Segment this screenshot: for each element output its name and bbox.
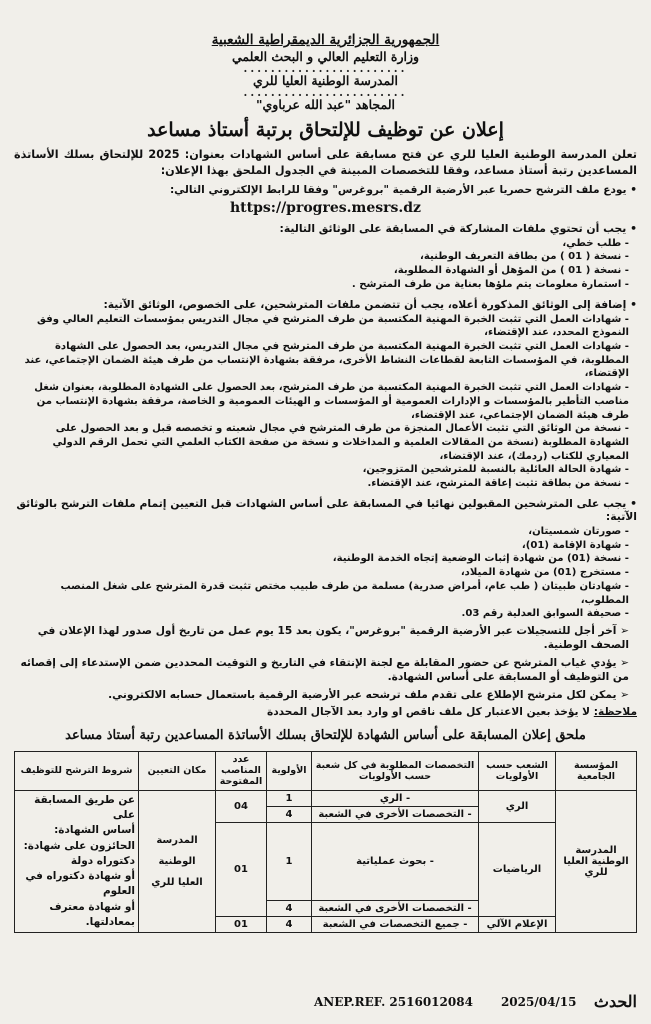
- conditions-cell: [15, 790, 139, 932]
- col-branch: الشعب حسب الأولويات: [479, 751, 556, 790]
- place-line: المدرسة: [156, 834, 198, 846]
- page-title: إعلان عن توظيف للإلتحاق برتبة أستاذ مساعد: [147, 119, 504, 142]
- list-item: - شهادات العمل التي تثبت الخبرة المهنية المكتسبة من طرف المترشح في مجال التدريس، بعد الحصول على الشهادة المطلوبة، في المؤسسات التابعة لقطاعات النشاط الأخرى، مرفقة بشهادة الإنتساب من طرف هيئة الضمان الإجتماعي، عند الإقتضاء،: [24, 341, 629, 380]
- dotted-line: ........................: [243, 86, 408, 100]
- newspaper-logo: الحدث: [593, 992, 637, 1011]
- col-posts: عدد المناصب المفتوحة: [216, 751, 267, 790]
- list-item: - نسخة ( 01 ) من المؤهل أو الشهادة المطلوبة،: [393, 265, 629, 277]
- note-label: ملاحظة:: [593, 705, 637, 718]
- annex-title: ملحق إعلان المسابقة على أساس الشهادة للإلتحاق بسلك الأساتذة المساعدين رتبة أستاذ مساعد: [65, 727, 586, 743]
- condition-line: الحائزون على شهادة:: [23, 839, 135, 852]
- ministry-name: وزارة التعليم العالي و البحث العلمي: [231, 49, 420, 65]
- specialty-cell: - التخصصات الأخرى في الشعبة: [312, 900, 479, 916]
- posts-cell: 01: [216, 916, 267, 932]
- priority-cell: 4: [267, 806, 312, 822]
- publication-date: 2025/04/15: [500, 994, 577, 1009]
- section2-list: [14, 313, 637, 491]
- place-cell: [139, 790, 216, 932]
- branch-cell: الإعلام الآلي: [479, 916, 556, 932]
- footer: [14, 992, 637, 1011]
- condition-line: عن طريق المسابقة على: [34, 793, 135, 822]
- list-item: - شهادات العمل التي تثبت الخبرة المهنية المكتسبة من طرف المترشح في مجال التدريس بمؤسسات التعليم العالي وفق النموذج المحدد، عند الإقتضاء،: [37, 313, 629, 339]
- table-header-row: [15, 751, 637, 790]
- intro-paragraph: تعلن المدرسة الوطنية العليا للري عن فتح مسابقة على أساس الشهادات بعنوان: 2025 للإلتحاق بسلك الأساتذة المساعدين رتبة أستاذ مساعد، وفقا للتخصصات المبينة في الجدول الملحق بهذا الإعلان:: [14, 148, 638, 177]
- specialty-cell: - التخصصات الأخرى في الشعبة: [312, 806, 479, 822]
- deposit-instruction: • يودع ملف الترشح حصريا عبر الأرضية الرقمية "بروغرس" وفقا للرابط الإلكتروني التالي:: [169, 183, 637, 196]
- condition-line: أو شهادة معترف بمعادلتها.: [49, 900, 135, 928]
- important-notes: [14, 624, 637, 702]
- place-line: الوطنية: [158, 855, 196, 867]
- table-row: [15, 790, 637, 806]
- list-item: - شهادات العمل التي تثبت الخبرة المهنية المكتسبة من طرف المترشح، بعد الحصول على الشهادة المطلوبة، بعنوان شغل مناصب التأطير بالمؤسسات و الإدارات العمومية أو المؤسسات و الهيئات العمومية و الخاصة، مرفقة بشهادة الإنتساب من طرف هيئة الضمان الإجتماعي، عند الإقتضاء،: [34, 382, 629, 421]
- anep-reference: ANEP.REF. 2516012084: [314, 994, 473, 1009]
- col-place: مكان التعيين: [139, 751, 216, 790]
- list-item: - شهادة الحالة العائلية بالنسبة للمترشحين المتزوجين،: [362, 464, 629, 476]
- col-specialty: التخصصات المطلوبة في كل شعبة حسب الأولويات: [312, 751, 479, 790]
- section1-heading: • يجب أن تحتوي ملفات المشاركة في المسابقة على الوثائق التالية:: [279, 221, 637, 235]
- branch-cell: الرياضيات: [479, 822, 556, 916]
- col-priority: الأولوية: [267, 751, 312, 790]
- condition-line: دكتوراه دولة: [70, 854, 135, 867]
- branch-cell: الري: [479, 790, 556, 822]
- note: [14, 706, 637, 718]
- list-item: - نسخة من الوثائق التي تثبت الأعمال المنجزة من طرف المترشح في مجال شعبته و تخصصه قبل و بعد الحصول على الشهادة المطلوبة (نسخة من المقالات العلمية و المداخلات و نسخة من صفحة الكتاب العلمي التي تحمل الرقم الدولي المعياري للكتاب (ردمك)، عند الإقتضاء،: [52, 423, 629, 462]
- school-dedication: المجاهد "عبد الله عرباوي": [256, 97, 395, 113]
- condition-line: أساس الشهادة:: [54, 824, 135, 837]
- section1-list: [14, 237, 637, 292]
- list-item: - شهادة الإقامة (01)،: [521, 539, 629, 551]
- posts-table: [14, 751, 637, 933]
- priority-cell: 1: [267, 790, 312, 806]
- list-item: - استمارة معلومات يتم ملؤها بعناية من طرف المترشح .: [351, 278, 629, 290]
- posts-cell: 04: [216, 790, 267, 822]
- section2-heading: • إضافة إلى الوثائق المذكورة أعلاه، يجب أن تتضمن ملفات المترشحين، على الخصوص، الوثائق الآتية:: [103, 297, 637, 311]
- progres-url[interactable]: https://progres.mesrs.dz: [230, 199, 421, 216]
- note-text: لا يؤخذ بعين الاعتبار كل ملف ناقص او وارد بعد الآجال المحددة: [266, 705, 591, 718]
- institution-cell: المدرسة الوطنية العليا للري: [556, 790, 637, 932]
- list-item: ➢ آخر أجل للتسجيلات عبر الأرضية الرقمية "بروغرس"، يكون بعد 15 يوم عمل من تاريخ أول صدور لهذا الإعلان في الصحف الوطنية.: [14, 624, 629, 653]
- priority-cell: 4: [267, 900, 312, 916]
- priority-cell: 4: [267, 916, 312, 932]
- list-item: - نسخة ( 01 ) من بطاقة التعريف الوطنية،: [420, 251, 629, 263]
- school-name: المدرسة الوطنية العليا للري: [253, 73, 398, 89]
- col-conditions: شروط الترشح للتوظيف: [15, 751, 139, 790]
- list-item: ➢ يؤدي غياب المترشح عن حضور المقابلة مع لجنة الإنتقاء في التاريخ و التوقيت المحددين ضمن الإستدعاء إلى إقصائه من التوظيف أو المسابقة على أساس الشهادة.: [14, 656, 629, 685]
- list-item: - نسخة (01) من شهادة إثبات الوضعية إتجاه الخدمة الوطنية،: [332, 553, 629, 565]
- list-item: - شهادتان طبيتان ( طب عام، أمراض صدرية) مسلمة من طرف طبيب مختص تثبت قدرة المترشح على شغل المنصب المطلوب،: [60, 580, 629, 606]
- dotted-line: ........................: [243, 62, 408, 76]
- specialty-cell: - بحوث عملياتية: [312, 822, 479, 900]
- specialty-cell: - الري: [312, 790, 479, 806]
- letterhead: [14, 32, 637, 113]
- priority-cell: 1: [267, 822, 312, 900]
- list-item: - صورتان شمسيتان،: [528, 525, 629, 537]
- republic-name: الجمهورية الجزائرية الديمقراطية الشعبية: [211, 32, 440, 48]
- col-institution: المؤسسة الجامعية: [556, 751, 637, 790]
- specialty-cell: - جميع التخصصات في الشعبة: [312, 916, 479, 932]
- condition-line: أو شهادة دكتوراه في العلوم: [25, 870, 135, 898]
- list-item: - صحيفة السوابق العدلية رقم 03.: [461, 608, 629, 620]
- section3-list: [14, 525, 637, 621]
- posts-cell: 01: [216, 822, 267, 916]
- list-item: - طلب خطي،: [562, 237, 629, 249]
- place-line: العليا للري: [151, 876, 203, 888]
- list-item: - مستخرج (01) من شهادة الميلاد،: [460, 567, 629, 579]
- section3-heading: • يجب على المترشحين المقبولين نهائيا في المسابقة على أساس الشهادات قبل التعيين إتمام ملفات الترشح بالوثائق الآتية:: [16, 496, 637, 523]
- list-item: - نسخة من بطاقة تثبت إعاقة المترشح، عند الإقتضاء.: [367, 478, 629, 490]
- list-item: ➢ يمكن لكل مترشح الإطلاع على تقدم ملف ترشحه عبر الأرضية الرقمية باستعمال حسابه الالكتروني.: [14, 688, 629, 702]
